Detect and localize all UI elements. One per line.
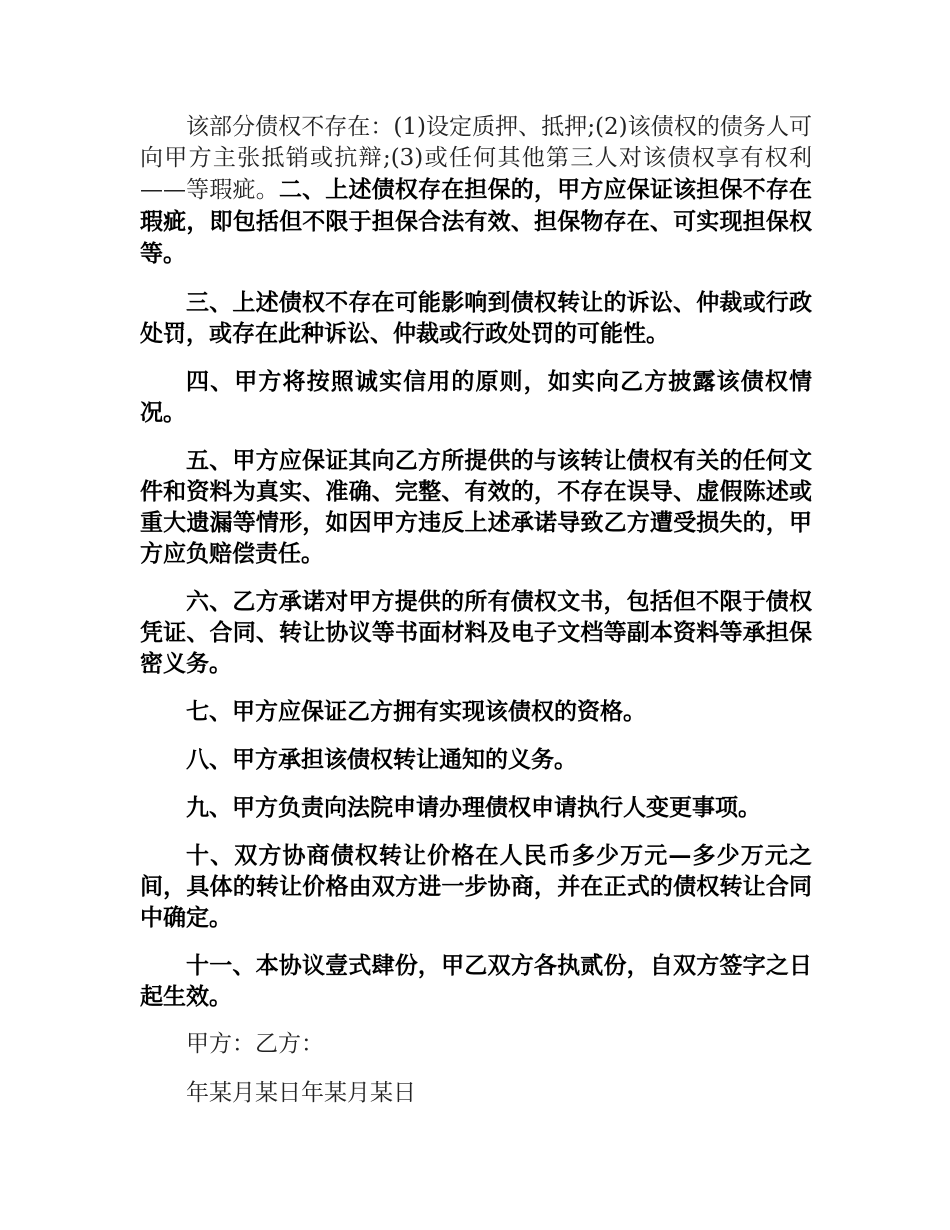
paragraph-2-text: 二、上述债权存在担保的，甲方应保证该担保不存在瑕疵，即包括但不限于担保合法有效、担保物存在、可实现担保权等。 bbox=[140, 176, 813, 267]
signature-parties: 甲方：乙方： bbox=[186, 1031, 324, 1057]
paragraph-11: 十一、本协议壹式肆份，甲乙双方各执贰份，自双方签字之日起生效。 bbox=[140, 952, 812, 1010]
paragraph-5: 五、甲方应保证其向乙方所提供的与该转让债权有关的任何文件和资料为真实、准确、完整、有效的，不存在误导、虚假陈述或重大遗漏等情形，如因甲方违反上述承诺导致乙方遭受损失的，甲方应负赔偿责任。 bbox=[140, 447, 812, 567]
paragraph-9: 九、甲方负责向法院申请办理债权申请执行人变更事项。 bbox=[186, 794, 761, 821]
paragraph-7: 七、甲方应保证乙方拥有实现该债权的资格。 bbox=[186, 698, 646, 725]
paragraph-1-text: 该部分债权不存在：(1)设定质押、抵押;(2)该债权的债务人可向甲方主张抵销或抗辩;(3)或任何其他第三人对该债权享有权利——等瑕疵。 bbox=[140, 114, 812, 203]
paragraph-6: 六、乙方承诺对甲方提供的所有债权文书，包括但不限于债权凭证、合同、转让协议等书面材料及电子文档等副本资料等承担保密义务。 bbox=[140, 588, 812, 677]
signature-dates: 年某月某日年某月某日 bbox=[186, 1080, 416, 1106]
paragraph-3: 三、上述债权不存在可能影响到债权转让的诉讼、仲裁或行政处罚，或存在此种诉讼、仲裁或行政处罚的可能性。 bbox=[140, 289, 812, 347]
paragraph-1-and-2 bbox=[140, 112, 812, 270]
paragraph-8: 八、甲方承担该债权转让通知的义务。 bbox=[186, 746, 577, 773]
paragraph-4: 四、甲方将按照诚实信用的原则，如实向乙方披露该债权情况。 bbox=[140, 368, 812, 426]
paragraph-10: 十、双方协商债权转让价格在人民币多少万元—多少万元之间，具体的转让价格由双方进一步协商，并在正式的债权转让合同中确定。 bbox=[140, 842, 812, 931]
document-page bbox=[140, 112, 812, 1127]
